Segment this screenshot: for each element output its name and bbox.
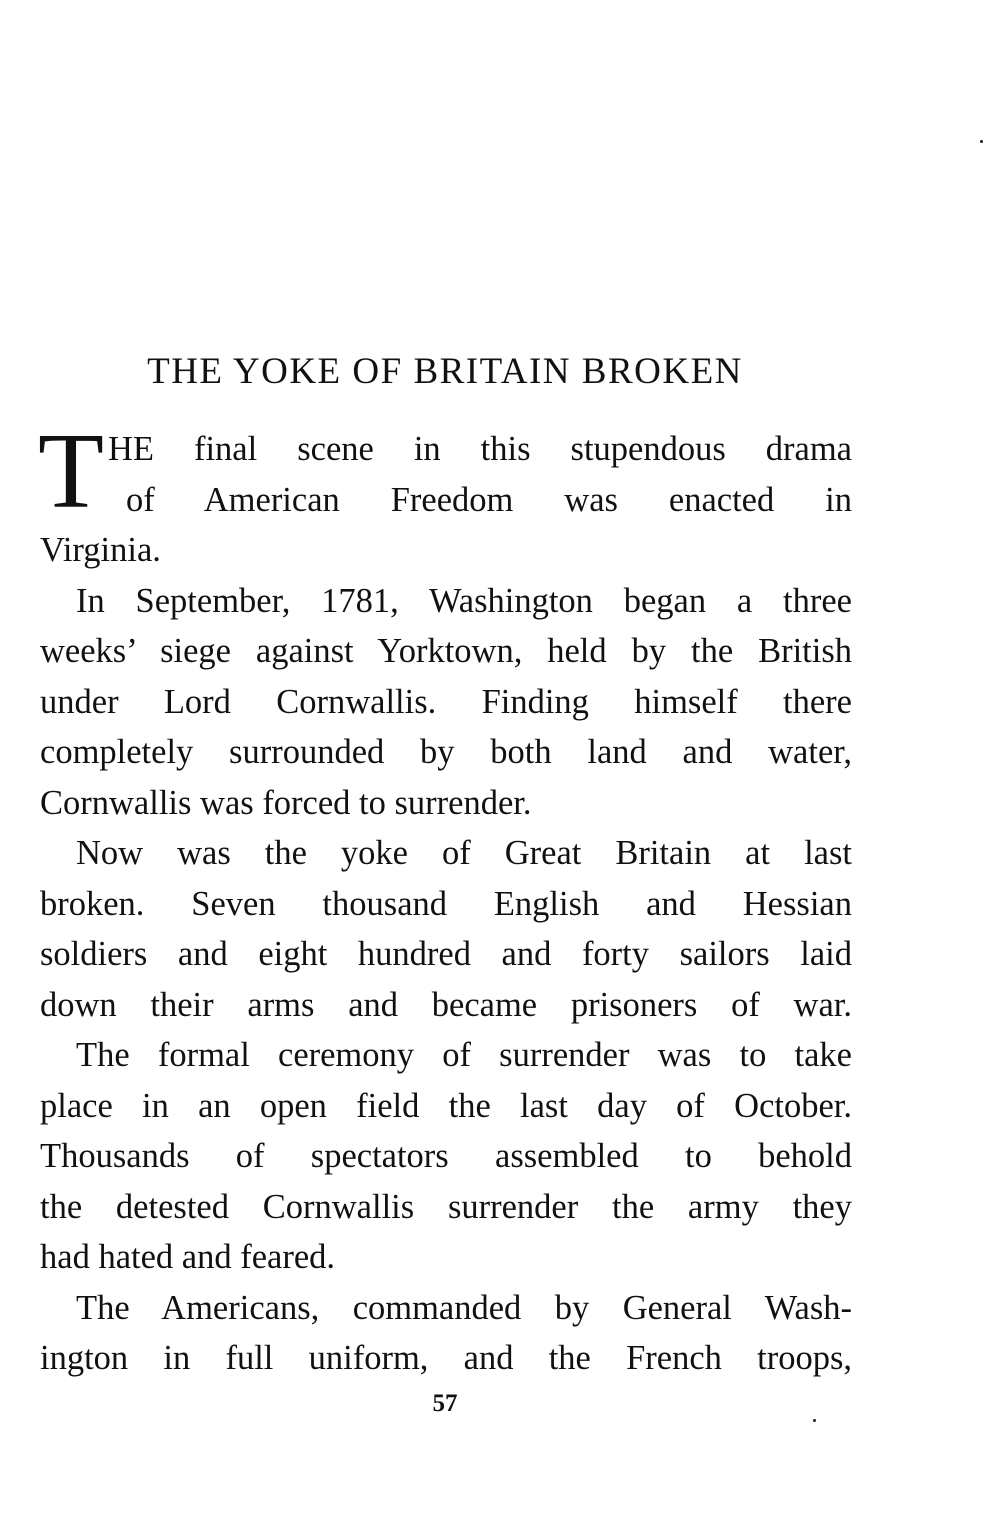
paragraph-4 — [40, 1030, 852, 1283]
text-line: the detested Cornwallis surrender the army they — [40, 1187, 852, 1226]
text-line: Virginia. — [40, 531, 161, 569]
scan-speck — [813, 1419, 816, 1422]
text-line: Cornwallis was forced to surrender. — [40, 783, 532, 822]
text-line: The formal ceremony of surrender was to take — [76, 1036, 852, 1074]
paragraph-2 — [40, 576, 852, 829]
paragraph-5 — [40, 1283, 852, 1384]
page-number: 57 — [432, 1390, 458, 1417]
text-line: soldiers and eight hundred and forty sailors laid — [40, 935, 852, 973]
text-line: place in an open field the last day of October. — [40, 1086, 852, 1125]
text-line: HE final scene in this stupendous drama — [107, 430, 852, 468]
text-line: down their arms and became prisoners of war. — [40, 985, 852, 1024]
text-line: Thousands of spectators assembled to behold — [40, 1137, 852, 1175]
text-line: broken. Seven thousand English and Hessian — [40, 884, 852, 923]
text-line: of American Freedom was enacted in — [125, 480, 852, 519]
text-line: In September, 1781, Washington began a three — [76, 581, 852, 620]
text-line: completely surrounded by both land and water, — [40, 733, 852, 771]
paragraph-3 — [40, 828, 852, 1030]
text-line: had hated and feared. — [40, 1238, 336, 1276]
chapter-title: THE YOKE OF BRITAIN BROKEN — [147, 351, 743, 392]
text-line: The Americans, commanded by General Wash- — [76, 1288, 852, 1327]
scan-speck — [980, 140, 983, 143]
text-line: under Lord Cornwallis. Finding himself there — [40, 682, 852, 721]
paragraph-1 — [38, 412, 852, 576]
text-line: ington in full uniform, and the French troops, — [40, 1339, 852, 1377]
drop-cap: T — [38, 412, 104, 531]
text-line: weeks’ siege against Yorktown, held by the British — [40, 632, 852, 670]
text-line: Now was the yoke of Great Britain at last — [76, 834, 852, 872]
body-text — [38, 412, 852, 1384]
